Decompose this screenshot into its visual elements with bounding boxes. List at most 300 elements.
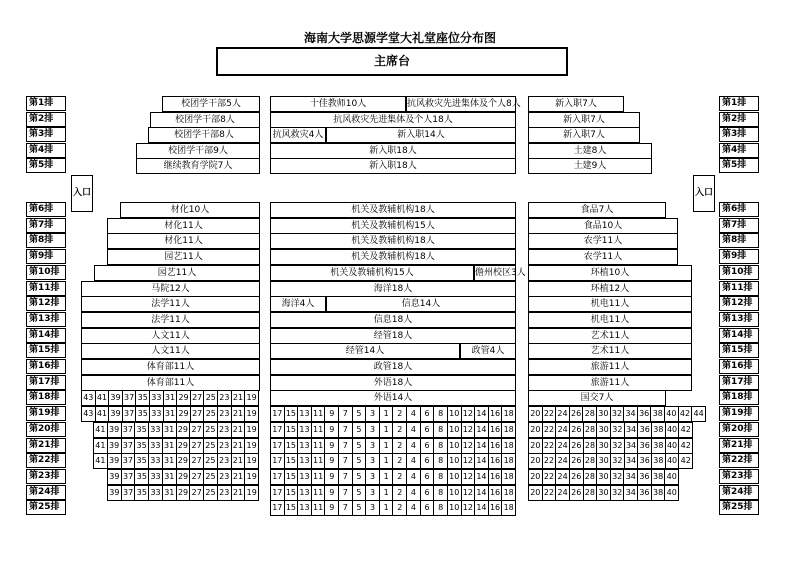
seat[interactable]: 29	[176, 438, 191, 454]
left-seat-row	[81, 390, 259, 406]
seat[interactable]: 5	[352, 406, 367, 422]
seat[interactable]: 40	[665, 453, 680, 469]
seat[interactable]: 39	[108, 406, 123, 422]
seat[interactable]: 39	[107, 438, 122, 454]
seat[interactable]: 35	[135, 406, 150, 422]
seat[interactable]: 34	[624, 422, 639, 438]
seat[interactable]: 38	[651, 438, 666, 454]
seat[interactable]: 4	[406, 485, 421, 501]
row-label-right: 第7排	[719, 218, 759, 233]
seat[interactable]: 26	[569, 438, 584, 454]
seat[interactable]: 12	[461, 469, 476, 485]
seat[interactable]: 20	[528, 438, 543, 454]
seat[interactable]: 18	[501, 485, 516, 501]
seat[interactable]: 13	[297, 500, 312, 516]
seat[interactable]: 34	[623, 406, 638, 422]
seat[interactable]: 5	[352, 500, 367, 516]
left-section-block: 法学11人	[81, 296, 260, 312]
seat[interactable]: 43	[81, 406, 96, 422]
seat[interactable]: 40	[664, 485, 679, 501]
seat[interactable]: 6	[420, 406, 435, 422]
seat[interactable]: 11	[311, 438, 326, 454]
seat[interactable]: 30	[596, 422, 611, 438]
seat[interactable]: 31	[162, 485, 177, 501]
seat[interactable]: 21	[231, 469, 246, 485]
seat[interactable]: 28	[582, 406, 597, 422]
seat[interactable]: 42	[678, 453, 693, 469]
seat[interactable]: 22	[542, 453, 557, 469]
seat[interactable]: 4	[406, 469, 421, 485]
seat[interactable]: 26	[569, 422, 584, 438]
seat[interactable]: 4	[406, 406, 421, 422]
seat[interactable]: 5	[352, 453, 367, 469]
seat[interactable]: 31	[163, 406, 178, 422]
seat[interactable]: 25	[203, 485, 218, 501]
seat[interactable]: 14	[474, 485, 489, 501]
seat[interactable]: 14	[474, 453, 489, 469]
seat[interactable]: 42	[678, 406, 693, 422]
seat[interactable]: 33	[149, 390, 164, 406]
seat[interactable]: 3	[365, 453, 380, 469]
seat[interactable]: 25	[203, 422, 218, 438]
seat[interactable]: 23	[217, 438, 232, 454]
seat[interactable]: 20	[528, 453, 543, 469]
seat[interactable]: 7	[338, 500, 353, 516]
seat[interactable]: 19	[244, 453, 259, 469]
seat[interactable]: 22	[542, 485, 557, 501]
seat[interactable]: 10	[447, 406, 462, 422]
seat[interactable]: 19	[244, 406, 259, 422]
seat[interactable]: 26	[569, 453, 584, 469]
seat[interactable]: 21	[231, 406, 246, 422]
seat[interactable]: 19	[244, 469, 259, 485]
seat[interactable]: 9	[324, 406, 339, 422]
seat[interactable]: 7	[338, 438, 353, 454]
seat[interactable]: 18	[501, 438, 516, 454]
seat[interactable]: 38	[651, 485, 666, 501]
seat[interactable]: 36	[637, 485, 652, 501]
seat[interactable]: 1	[379, 422, 394, 438]
seat[interactable]: 14	[474, 438, 489, 454]
seat[interactable]: 2	[392, 485, 407, 501]
seat[interactable]: 27	[190, 406, 205, 422]
seat[interactable]: 2	[392, 453, 407, 469]
seat[interactable]: 23	[217, 422, 232, 438]
seat[interactable]: 20	[528, 485, 543, 501]
seat[interactable]: 37	[121, 438, 136, 454]
seat[interactable]: 26	[569, 485, 584, 501]
seat[interactable]: 12	[461, 453, 476, 469]
seat[interactable]: 5	[352, 485, 367, 501]
seat[interactable]: 30	[596, 438, 611, 454]
seat[interactable]: 14	[474, 422, 489, 438]
seat[interactable]: 9	[324, 500, 339, 516]
seat[interactable]: 27	[189, 453, 204, 469]
seat[interactable]: 4	[406, 438, 421, 454]
seat[interactable]: 13	[297, 406, 312, 422]
seat[interactable]: 24	[555, 438, 570, 454]
seat[interactable]: 11	[311, 422, 326, 438]
seat[interactable]: 44	[691, 406, 706, 422]
seat[interactable]: 34	[623, 469, 638, 485]
seat[interactable]: 24	[555, 469, 570, 485]
seat[interactable]: 41	[95, 390, 110, 406]
seat[interactable]: 34	[623, 485, 638, 501]
seat[interactable]: 32	[610, 406, 625, 422]
seat[interactable]: 32	[610, 422, 625, 438]
seat[interactable]: 38	[650, 406, 665, 422]
seat[interactable]: 6	[420, 469, 435, 485]
seat[interactable]: 37	[122, 390, 137, 406]
seat[interactable]: 7	[338, 406, 353, 422]
seat[interactable]: 21	[231, 485, 246, 501]
seat[interactable]: 7	[338, 485, 353, 501]
seat[interactable]: 33	[148, 438, 163, 454]
seat[interactable]: 1	[379, 453, 394, 469]
seat[interactable]: 30	[596, 485, 611, 501]
seat[interactable]: 1	[379, 469, 394, 485]
seat[interactable]: 10	[447, 485, 462, 501]
seat[interactable]: 33	[148, 469, 163, 485]
seat[interactable]: 4	[406, 500, 421, 516]
seat[interactable]: 25	[203, 406, 218, 422]
seat[interactable]: 32	[610, 469, 625, 485]
seat[interactable]: 2	[392, 500, 407, 516]
seat[interactable]: 9	[324, 422, 339, 438]
seat[interactable]: 15	[284, 453, 299, 469]
seat[interactable]: 15	[284, 422, 299, 438]
front-left-block: 校团学干部5人	[162, 96, 260, 112]
center-section-block: 海洋4人	[270, 296, 326, 312]
seat[interactable]: 17	[270, 500, 285, 516]
seat[interactable]: 33	[148, 422, 163, 438]
seat[interactable]: 30	[596, 469, 611, 485]
seat[interactable]: 8	[433, 422, 448, 438]
seat[interactable]: 24	[555, 485, 570, 501]
seat[interactable]: 1	[379, 406, 394, 422]
seat[interactable]: 10	[447, 500, 462, 516]
seat[interactable]: 41	[93, 438, 108, 454]
seat[interactable]: 22	[542, 422, 557, 438]
seat[interactable]: 1	[379, 438, 394, 454]
seat[interactable]: 30	[596, 453, 611, 469]
seat[interactable]: 40	[664, 406, 679, 422]
right-section-block: 机电11人	[528, 312, 692, 328]
row-label-left: 第21排	[26, 438, 66, 453]
seat[interactable]: 40	[665, 422, 680, 438]
seat[interactable]: 5	[352, 438, 367, 454]
seat[interactable]: 6	[420, 500, 435, 516]
seat[interactable]: 31	[162, 438, 177, 454]
seat[interactable]: 38	[651, 453, 666, 469]
seat[interactable]: 28	[583, 438, 598, 454]
seat[interactable]: 30	[596, 406, 611, 422]
seat[interactable]: 23	[217, 453, 232, 469]
seat[interactable]: 28	[583, 422, 598, 438]
seat[interactable]: 35	[134, 469, 149, 485]
seat[interactable]: 25	[203, 390, 218, 406]
row-label-right: 第22排	[719, 453, 759, 468]
seat[interactable]: 3	[365, 500, 380, 516]
seat[interactable]: 18	[501, 422, 516, 438]
seat[interactable]: 27	[190, 390, 205, 406]
seat[interactable]: 8	[433, 469, 448, 485]
seat[interactable]: 20	[528, 406, 543, 422]
seat[interactable]: 41	[93, 422, 108, 438]
seat[interactable]: 8	[433, 453, 448, 469]
seat[interactable]: 12	[461, 422, 476, 438]
seat[interactable]: 27	[189, 469, 204, 485]
seat[interactable]: 2	[392, 422, 407, 438]
seat[interactable]: 39	[107, 453, 122, 469]
right-section-block: 艺术11人	[528, 328, 692, 344]
seat[interactable]: 16	[488, 406, 503, 422]
seat[interactable]: 3	[365, 469, 380, 485]
seat[interactable]: 20	[528, 469, 543, 485]
seat[interactable]: 40	[665, 438, 680, 454]
seat[interactable]: 2	[392, 469, 407, 485]
seat[interactable]: 25	[203, 469, 218, 485]
seat[interactable]: 10	[447, 453, 462, 469]
seat[interactable]: 29	[176, 406, 191, 422]
seat[interactable]: 15	[284, 485, 299, 501]
seat[interactable]: 4	[406, 422, 421, 438]
seat[interactable]: 19	[244, 422, 259, 438]
seat[interactable]: 15	[284, 438, 299, 454]
seat[interactable]: 37	[121, 469, 136, 485]
seat[interactable]: 39	[107, 469, 122, 485]
seat[interactable]: 15	[284, 500, 299, 516]
seat[interactable]: 24	[555, 453, 570, 469]
seat[interactable]: 13	[297, 438, 312, 454]
seat[interactable]: 17	[270, 469, 285, 485]
seat[interactable]: 29	[176, 469, 191, 485]
seat[interactable]: 34	[624, 453, 639, 469]
seat[interactable]: 16	[488, 422, 503, 438]
seat[interactable]: 29	[176, 422, 191, 438]
center-section-block: 政管18人	[270, 359, 516, 375]
seat[interactable]: 19	[244, 485, 259, 501]
seat[interactable]: 21	[231, 390, 246, 406]
seat[interactable]: 27	[189, 438, 204, 454]
seat[interactable]: 35	[134, 453, 149, 469]
seat[interactable]: 27	[189, 485, 204, 501]
seat[interactable]: 3	[365, 438, 380, 454]
seat[interactable]: 18	[501, 453, 516, 469]
seat[interactable]: 22	[542, 406, 557, 422]
seat[interactable]: 11	[311, 406, 326, 422]
seat[interactable]: 41	[95, 406, 110, 422]
seat[interactable]: 21	[231, 422, 246, 438]
seat[interactable]: 8	[433, 500, 448, 516]
seat[interactable]: 6	[420, 485, 435, 501]
page-title: 海南大学思源学堂大礼堂座位分布图	[303, 31, 496, 45]
seat[interactable]: 27	[189, 422, 204, 438]
seat[interactable]: 12	[461, 485, 476, 501]
seat[interactable]: 3	[365, 422, 380, 438]
seat[interactable]: 23	[217, 390, 232, 406]
seat[interactable]: 3	[365, 485, 380, 501]
seat[interactable]: 14	[474, 406, 489, 422]
seat[interactable]: 31	[163, 390, 178, 406]
seat[interactable]: 28	[583, 485, 598, 501]
seat[interactable]: 16	[488, 485, 503, 501]
row-label-left: 第11排	[26, 281, 66, 296]
seat[interactable]: 11	[311, 485, 326, 501]
seat[interactable]: 19	[244, 438, 259, 454]
seat[interactable]: 28	[583, 453, 598, 469]
seat[interactable]: 26	[569, 406, 584, 422]
seat[interactable]: 36	[637, 438, 652, 454]
seat[interactable]: 10	[447, 422, 462, 438]
seat[interactable]: 13	[297, 422, 312, 438]
seat[interactable]: 33	[148, 485, 163, 501]
seat[interactable]: 35	[134, 422, 149, 438]
seat[interactable]: 11	[311, 453, 326, 469]
seat[interactable]: 15	[284, 469, 299, 485]
seat[interactable]: 19	[244, 390, 259, 406]
seat[interactable]: 42	[678, 422, 693, 438]
seat[interactable]: 7	[338, 453, 353, 469]
seat[interactable]: 29	[176, 485, 191, 501]
seat[interactable]: 4	[406, 453, 421, 469]
seat[interactable]: 17	[270, 406, 285, 422]
seat[interactable]: 34	[624, 438, 639, 454]
seat[interactable]: 39	[107, 422, 122, 438]
seat[interactable]: 42	[678, 438, 693, 454]
seat[interactable]: 6	[420, 422, 435, 438]
seat[interactable]: 29	[176, 390, 191, 406]
seat[interactable]: 8	[433, 406, 448, 422]
seat[interactable]: 22	[542, 438, 557, 454]
seat[interactable]: 36	[637, 406, 652, 422]
seat[interactable]: 20	[528, 422, 543, 438]
seat[interactable]: 16	[488, 500, 503, 516]
seat[interactable]: 1	[379, 485, 394, 501]
seat[interactable]: 31	[162, 469, 177, 485]
seat[interactable]: 16	[488, 453, 503, 469]
seat[interactable]: 38	[651, 422, 666, 438]
seat[interactable]: 38	[651, 469, 666, 485]
seat[interactable]: 36	[637, 469, 652, 485]
seat[interactable]: 21	[231, 453, 246, 469]
seat[interactable]: 15	[284, 406, 299, 422]
seat[interactable]: 2	[392, 438, 407, 454]
seat[interactable]: 8	[433, 485, 448, 501]
seat[interactable]: 35	[135, 390, 150, 406]
seat[interactable]: 10	[447, 438, 462, 454]
seat[interactable]: 28	[583, 469, 598, 485]
seat[interactable]: 37	[122, 406, 137, 422]
seat[interactable]: 12	[461, 438, 476, 454]
seat[interactable]: 23	[217, 485, 232, 501]
seat[interactable]: 17	[270, 453, 285, 469]
seat[interactable]: 37	[121, 453, 136, 469]
seat[interactable]: 18	[501, 469, 516, 485]
seat[interactable]: 1	[379, 500, 394, 516]
seat[interactable]: 13	[297, 453, 312, 469]
seat[interactable]: 43	[81, 390, 96, 406]
seat[interactable]: 16	[488, 438, 503, 454]
seat[interactable]: 32	[610, 453, 625, 469]
seat[interactable]: 26	[569, 469, 584, 485]
seat[interactable]: 31	[162, 422, 177, 438]
seat[interactable]: 7	[338, 469, 353, 485]
seat[interactable]: 32	[610, 438, 625, 454]
seat[interactable]: 35	[134, 485, 149, 501]
seat[interactable]: 14	[474, 500, 489, 516]
seat[interactable]: 17	[270, 422, 285, 438]
seat[interactable]: 6	[420, 453, 435, 469]
seat[interactable]: 39	[107, 485, 122, 501]
seat[interactable]: 17	[270, 438, 285, 454]
seat[interactable]: 18	[501, 406, 516, 422]
row-label-right: 第19排	[719, 406, 759, 421]
seat[interactable]: 10	[447, 469, 462, 485]
seat[interactable]: 17	[270, 485, 285, 501]
center-section-block: 机关及教辅机构18人	[270, 233, 516, 249]
seat[interactable]: 9	[324, 485, 339, 501]
seat[interactable]: 5	[352, 422, 367, 438]
seat[interactable]: 18	[501, 500, 516, 516]
seat[interactable]: 11	[311, 469, 326, 485]
center-seat-row	[270, 469, 516, 485]
seat[interactable]: 14	[474, 469, 489, 485]
seat[interactable]: 12	[461, 406, 476, 422]
seat[interactable]: 36	[637, 422, 652, 438]
row-label-left: 第6排	[26, 202, 66, 217]
seat[interactable]: 16	[488, 469, 503, 485]
seat[interactable]: 13	[297, 485, 312, 501]
seat[interactable]: 5	[352, 469, 367, 485]
seat[interactable]: 22	[542, 469, 557, 485]
seat[interactable]: 24	[555, 406, 570, 422]
seat[interactable]: 25	[203, 453, 218, 469]
seat[interactable]: 7	[338, 422, 353, 438]
seat[interactable]: 21	[231, 438, 246, 454]
seat[interactable]: 31	[162, 453, 177, 469]
seat[interactable]: 3	[365, 406, 380, 422]
seat[interactable]: 23	[217, 469, 232, 485]
row-label-left: 第13排	[26, 312, 66, 327]
center-seat-row	[270, 438, 516, 454]
seat[interactable]: 9	[324, 469, 339, 485]
seat[interactable]: 23	[217, 406, 232, 422]
seat[interactable]: 24	[555, 422, 570, 438]
seat[interactable]: 2	[392, 406, 407, 422]
seat[interactable]: 33	[149, 406, 164, 422]
seat[interactable]: 40	[664, 469, 679, 485]
seat[interactable]: 35	[134, 438, 149, 454]
seat[interactable]: 37	[121, 422, 136, 438]
seat[interactable]: 36	[637, 453, 652, 469]
seat[interactable]: 9	[324, 438, 339, 454]
seat[interactable]: 41	[93, 453, 108, 469]
left-section-block: 人文11人	[81, 328, 260, 344]
seat[interactable]: 11	[311, 500, 326, 516]
seat[interactable]: 8	[433, 438, 448, 454]
seat[interactable]: 6	[420, 438, 435, 454]
seat[interactable]: 32	[610, 485, 625, 501]
seat[interactable]: 13	[297, 469, 312, 485]
seat[interactable]: 12	[461, 500, 476, 516]
seat[interactable]: 33	[148, 453, 163, 469]
seat[interactable]: 9	[324, 453, 339, 469]
seat[interactable]: 37	[121, 485, 136, 501]
seat[interactable]: 39	[108, 390, 123, 406]
seat[interactable]: 29	[176, 453, 191, 469]
seat[interactable]: 25	[203, 438, 218, 454]
